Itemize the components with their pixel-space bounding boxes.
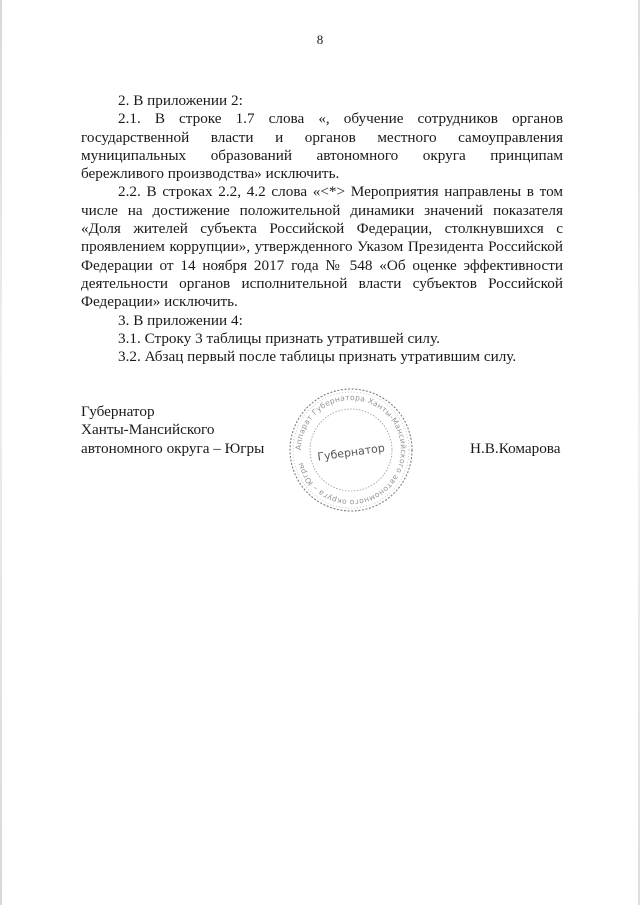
scan-left-edge — [0, 0, 2, 905]
official-stamp — [287, 386, 415, 514]
paragraph-appendix-4: 3. В приложении 4: — [118, 311, 243, 329]
signature-title-line: автономного округа – Югры — [81, 439, 265, 457]
paragraph-appendix-2: 2. В приложении 2: — [118, 92, 243, 109]
signature-title-line: Губернатор — [81, 403, 155, 420]
signature-title-line: Ханты-Мансийского — [81, 421, 215, 439]
paragraph-3-1: 3.1. Строку 3 таблицы признать утратившей силу. — [118, 329, 440, 347]
paragraph-2-1: 2.1. В строке 1.7 слова «, обучение сотрудников органов государственной власти и органов местного самоуправления муниципальных образований автономного округа принципам бережливого производства» исключить. — [81, 110, 563, 183]
page-number: 8 — [316, 32, 324, 47]
document-body — [81, 92, 563, 366]
paragraph-3-2: 3.2. Абзац первый после таблицы признать утратившим силу. — [118, 348, 517, 366]
signature-position — [81, 403, 264, 458]
signatory-name: Н.В.Комарова — [470, 440, 561, 457]
paragraph-2-2: 2.2. В строках 2.2, 4.2 слова «<*> Мероприятия направлены в том числе на достижение положительной динамики значений показателя «Доля жителей субъекта Российской Федерации, столкнувшихся с проявлением коррупции», утвержденного Указом Президента Российской Федерации от 14 ноября 2017 года № 548 «Об оценке эффективности деятельности органов исполнительной власти субъектов Российской Федерации» исключить. — [81, 183, 563, 311]
stamp-ring-text: Аппарат Губернатора Ханты-Мансийского автономного округа – Югры — [293, 392, 409, 508]
stamp-center-text: Губернатор — [316, 441, 386, 464]
